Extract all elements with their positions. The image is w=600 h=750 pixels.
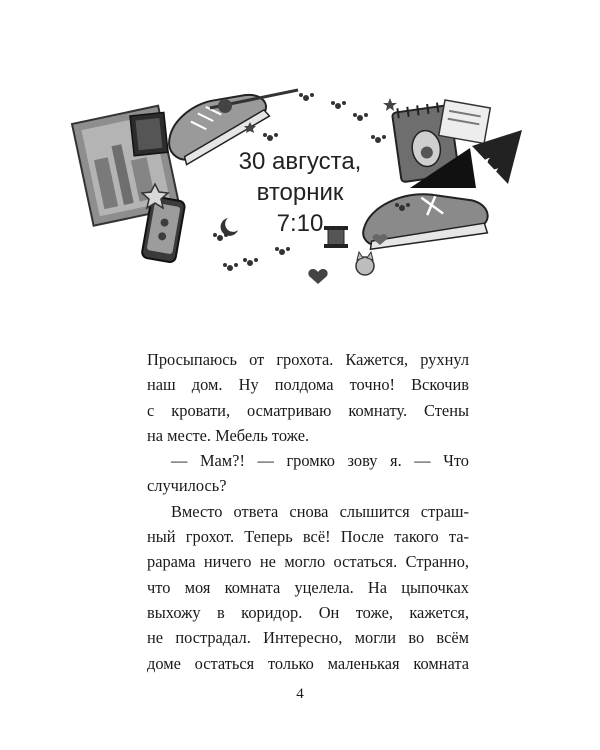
notebook-icon bbox=[439, 100, 491, 143]
heading-time: 7:10 bbox=[276, 210, 324, 237]
photo-frame-icon bbox=[130, 112, 168, 155]
text-line: с кровати, осматриваю комнату. Стены bbox=[147, 400, 469, 420]
text-line: наш дом. Ну полдома точно! Вскочив bbox=[147, 375, 469, 395]
text-line: Вместо ответа снова слышится страш- bbox=[171, 501, 469, 521]
text-line: не пострадал. Интересно, могли во всём bbox=[147, 628, 469, 648]
cat-face-icon bbox=[356, 252, 374, 275]
chapter-heading bbox=[225, 146, 375, 239]
text-line: выхожу в коридор. Он тоже, кажется, bbox=[147, 602, 469, 622]
heading-date: 30 августа, bbox=[238, 148, 362, 175]
text-line: на месте. Мебель тоже. bbox=[147, 425, 310, 445]
text-line: что моя комната уцелела. На цыпочках bbox=[147, 577, 469, 597]
body-text bbox=[147, 347, 469, 676]
text-line: доме остаться только маленькая комната bbox=[147, 653, 469, 673]
text-line: ный грохот. Теперь всё! После такого та- bbox=[147, 527, 469, 547]
text-line: случилось? bbox=[147, 476, 227, 496]
heading-weekday: вторник bbox=[256, 179, 344, 206]
text-line: Просыпаюсь от грохота. Кажется, рухнул bbox=[147, 350, 469, 369]
text-line: рарама ничего не могло остаться. Странно, bbox=[147, 552, 469, 572]
text-line: — Мам?! — громко зову я. — Что bbox=[171, 451, 469, 471]
page-number: 4 bbox=[296, 686, 304, 702]
